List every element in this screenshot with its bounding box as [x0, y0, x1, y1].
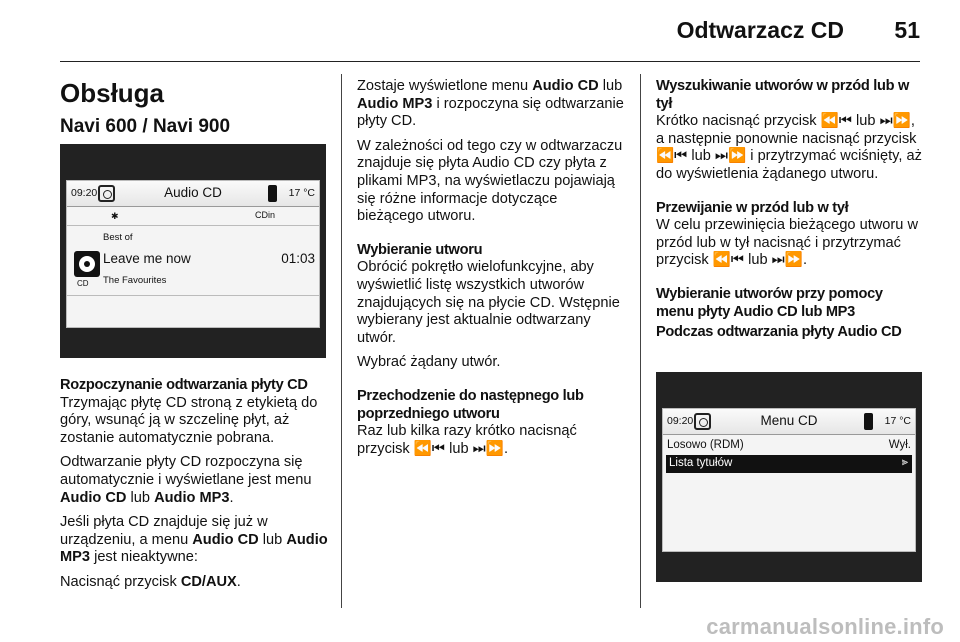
footer-watermark: carmanualsonline.info — [706, 614, 944, 639]
subheading: Wybieranie utworu — [357, 241, 483, 258]
artist-name: The Favourites — [103, 275, 167, 286]
subheading: Wyszukiwanie utworów w przód lub w tył — [656, 78, 910, 112]
column-divider — [341, 74, 342, 608]
thermometer-icon — [864, 413, 873, 430]
separator — [67, 295, 319, 296]
next-track-icon: ⏭⏩ — [771, 252, 803, 269]
next-track-icon: ⏭⏩ — [472, 440, 504, 457]
column-2 — [357, 78, 627, 465]
column-3 — [656, 78, 924, 342]
page-header — [60, 0, 920, 62]
paragraph: Obrócić pokrętło wielofunkcyjne, aby wyświetlić listę wszystkich utworów znajdujących się na płycie CD. Wstępnie wybierany jest aktualnie odtwarzany utwór. — [357, 259, 620, 346]
paragraph: Krótko nacisnąć przycisk ⏪⏮ lub ⏭⏩, a następnie ponownie nacisnąć przycisk ⏪⏮ lub ⏭⏩ i przytrzymać wciśnięty, aż do wyświetlenia żądanego utworu. — [656, 113, 922, 182]
temperature: 17 °C — [288, 187, 315, 199]
paragraph: Jeśli płyta CD znajduje się już w urządzeniu, a menu Audio CD lub Audio MP3 jest nieaktywne: — [60, 514, 328, 566]
subheading: Podczas odtwarzania płyty Audio CD — [656, 324, 902, 341]
screen-display — [66, 180, 320, 328]
paragraph: Trzymając płytę CD stroną z etykietą do góry, wsunąć ją w szczelinę płyt, aż zostanie automatycznie pobrana. — [60, 394, 318, 446]
section-subheading: Navi 600 / Navi 900 — [60, 116, 231, 137]
screen-title: Menu CD — [760, 413, 818, 428]
prev-track-icon: ⏪⏮ — [712, 252, 745, 269]
audio-cd-screen — [60, 144, 326, 358]
screen-title: Audio CD — [164, 185, 222, 200]
source-label: CDin — [255, 210, 276, 220]
section-heading: Obsługa — [60, 78, 165, 108]
thermometer-icon — [268, 185, 277, 202]
paragraph: W celu przewinięcia bieżącego utworu w przód lub w tył nacisnąć i przytrzymać przycisk ⏪⏮ lub ⏭⏩. — [656, 217, 918, 269]
subheading: Wybieranie utworów przy pomocy menu płyty Audio CD lub MP3 — [656, 285, 883, 320]
prev-track-icon: ⏪⏮ — [413, 440, 446, 457]
prev-track-icon: ⏪⏮ — [820, 113, 852, 130]
bluetooth-icon: ✱ — [111, 211, 119, 221]
menu-row-selected[interactable] — [666, 455, 912, 473]
paragraph: Zostaje wyświetlone menu Audio CD lub Audio MP3 i rozpoczyna się odtwarzanie płyty CD. — [357, 78, 624, 130]
page-number: 51 — [894, 17, 920, 43]
screen-display — [662, 408, 916, 552]
subheading: Przewijanie w przód lub w tył — [656, 199, 849, 216]
elapsed-time: 01:03 — [281, 251, 315, 266]
next-track-icon: ⏭⏩ — [714, 148, 747, 165]
menu-row-label: Lista tytułów — [669, 457, 733, 469]
status-bar — [67, 181, 319, 207]
column-1-text — [60, 377, 330, 599]
track-title: Leave me now — [103, 251, 191, 266]
album-name: Best of — [103, 232, 133, 243]
menu-row-value: Wył. — [888, 439, 911, 451]
header-title: Odtwarzacz CD — [676, 17, 844, 43]
status-bar — [663, 409, 915, 435]
cd-label: CD — [77, 279, 89, 288]
paragraph: Wybrać żądany utwór. — [357, 354, 501, 371]
clock: 09:20 — [71, 187, 98, 199]
menu-cd-screen — [656, 372, 922, 582]
menu-row-label[interactable]: Losowo (RDM) — [667, 439, 744, 451]
separator — [67, 225, 319, 226]
column-divider — [640, 74, 641, 608]
paragraph: Odtwarzanie płyty CD rozpoczyna się automatycznie i wyświetlane jest menu Audio CD lub Audio MP3. — [60, 454, 312, 506]
clock: 09:20 — [667, 415, 694, 427]
paragraph: W zależności od tego czy w odtwarzaczu znajduje się płyta Audio CD czy płyta z plikami MP3, na wyświetlaczu pojawiają się różne informacje dotyczące bieżącego utworu. — [357, 137, 623, 225]
next-track-icon: ⏭⏩ — [879, 113, 911, 130]
temperature: 17 °C — [884, 415, 911, 427]
subheading: Przechodzenie do następnego lub poprzedniego utworu — [357, 387, 584, 422]
section-title: Rozpoczynanie odtwarzania płyty CD — [60, 377, 308, 393]
paragraph: Raz lub kilka razy krótko nacisnąć przycisk ⏪⏮ lub ⏭⏩. — [357, 423, 577, 457]
prev-track-icon: ⏪⏮ — [656, 148, 688, 165]
cd-disc-icon — [74, 251, 100, 277]
submenu-arrow-icon: ⫸ — [901, 456, 908, 468]
paragraph: Nacisnąć przycisk CD/AUX. — [60, 573, 241, 590]
column-1 — [60, 78, 328, 138]
